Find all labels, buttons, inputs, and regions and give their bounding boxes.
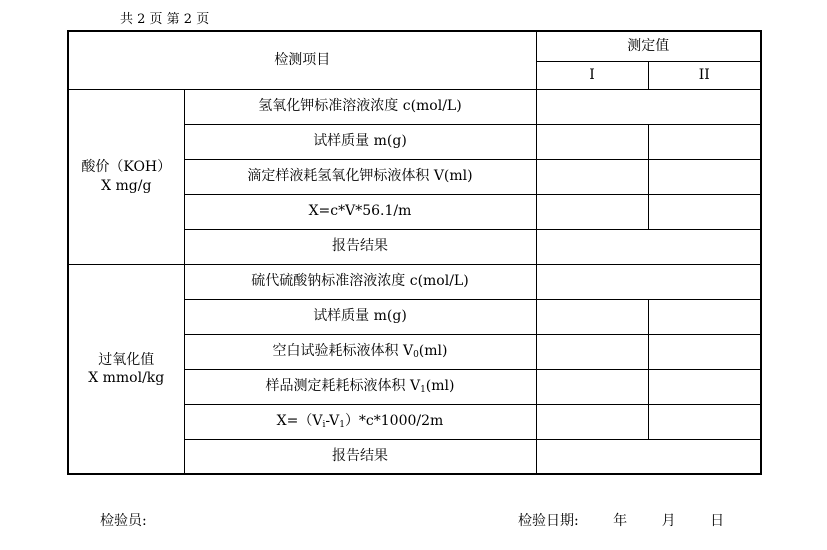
- formula-part-2: -V: [325, 412, 340, 429]
- header-col-2: II: [648, 61, 761, 89]
- month-label: 月: [661, 513, 676, 529]
- blank-text: 空白试验耗标液体积 V: [272, 342, 414, 359]
- peroxide-unit: X mmol/kg: [88, 369, 165, 386]
- acid-conc-value[interactable]: [536, 89, 761, 124]
- peroxide-result-value[interactable]: [536, 439, 761, 474]
- peroxide-sample-value-2[interactable]: [648, 369, 761, 404]
- acid-formula-value-1[interactable]: [536, 194, 648, 229]
- acid-vol-value-2[interactable]: [648, 159, 761, 194]
- peroxide-sample-value-1[interactable]: [536, 369, 648, 404]
- acid-result-value[interactable]: [536, 229, 761, 264]
- peroxide-conc-label: 硫代硫酸钠标准溶液浓度 c(mol/L): [184, 264, 536, 299]
- peroxide-mass-value-1[interactable]: [536, 299, 648, 334]
- peroxide-sample-label: [184, 369, 536, 404]
- acid-formula-value-2[interactable]: [648, 194, 761, 229]
- peroxide-conc-value[interactable]: [536, 264, 761, 299]
- peroxide-formula-label: [184, 404, 536, 439]
- year-label: 年: [613, 513, 628, 529]
- formula-part-3: ）*c*1000/2m: [344, 412, 444, 429]
- inspector-field: [100, 510, 147, 530]
- sample-subscript: 1: [420, 384, 426, 395]
- day-label: 日: [710, 513, 725, 529]
- acid-vol-value-1[interactable]: [536, 159, 648, 194]
- acid-formula-label: X=c*V*56.1/m: [184, 194, 536, 229]
- blank-subscript: 0: [413, 349, 419, 360]
- acid-label: 酸价（KOH）: [81, 159, 172, 176]
- acid-mass-value-1[interactable]: [536, 124, 648, 159]
- header-item: 检测项目: [68, 31, 536, 89]
- peroxide-result-label: 报告结果: [184, 439, 536, 474]
- acid-vol-label: 滴定样液耗氢氧化钾标液体积 V(ml): [184, 159, 536, 194]
- sample-text: 样品测定耗耗标液体积 V: [265, 377, 421, 394]
- date-label: 检验日期:: [518, 513, 579, 529]
- peroxide-formula-value-2[interactable]: [648, 404, 761, 439]
- inspector-label: 检验员:: [100, 513, 147, 529]
- test-record-table: [67, 30, 762, 475]
- header-measured: 测定值: [536, 31, 761, 61]
- acid-mass-label: 试样质量 m(g): [184, 124, 536, 159]
- formula-sub-1: i: [322, 419, 326, 430]
- acid-mass-value-2[interactable]: [648, 124, 761, 159]
- peroxide-formula-value-1[interactable]: [536, 404, 648, 439]
- page-indicator: 共 2 页 第 2 页: [120, 12, 210, 27]
- date-field: [518, 510, 724, 530]
- header-col-1: I: [536, 61, 648, 89]
- formula-sub-2: 1: [339, 419, 345, 430]
- acid-result-label: 报告结果: [184, 229, 536, 264]
- blank-unit: (ml): [418, 342, 448, 359]
- peroxide-label: 过氧化值: [98, 351, 155, 368]
- acid-conc-label: 氢氧化钾标准溶液浓度 c(mol/L): [184, 89, 536, 124]
- peroxide-value-label: [68, 264, 184, 474]
- acid-value-label: [68, 89, 184, 264]
- peroxide-mass-label: 试样质量 m(g): [184, 299, 536, 334]
- peroxide-mass-value-2[interactable]: [648, 299, 761, 334]
- peroxide-blank-label: [184, 334, 536, 369]
- peroxide-blank-value-1[interactable]: [536, 334, 648, 369]
- acid-unit: X mg/g: [101, 177, 152, 194]
- peroxide-blank-value-2[interactable]: [648, 334, 761, 369]
- formula-part-1: X=（V: [276, 412, 323, 429]
- sample-unit: (ml): [425, 377, 455, 394]
